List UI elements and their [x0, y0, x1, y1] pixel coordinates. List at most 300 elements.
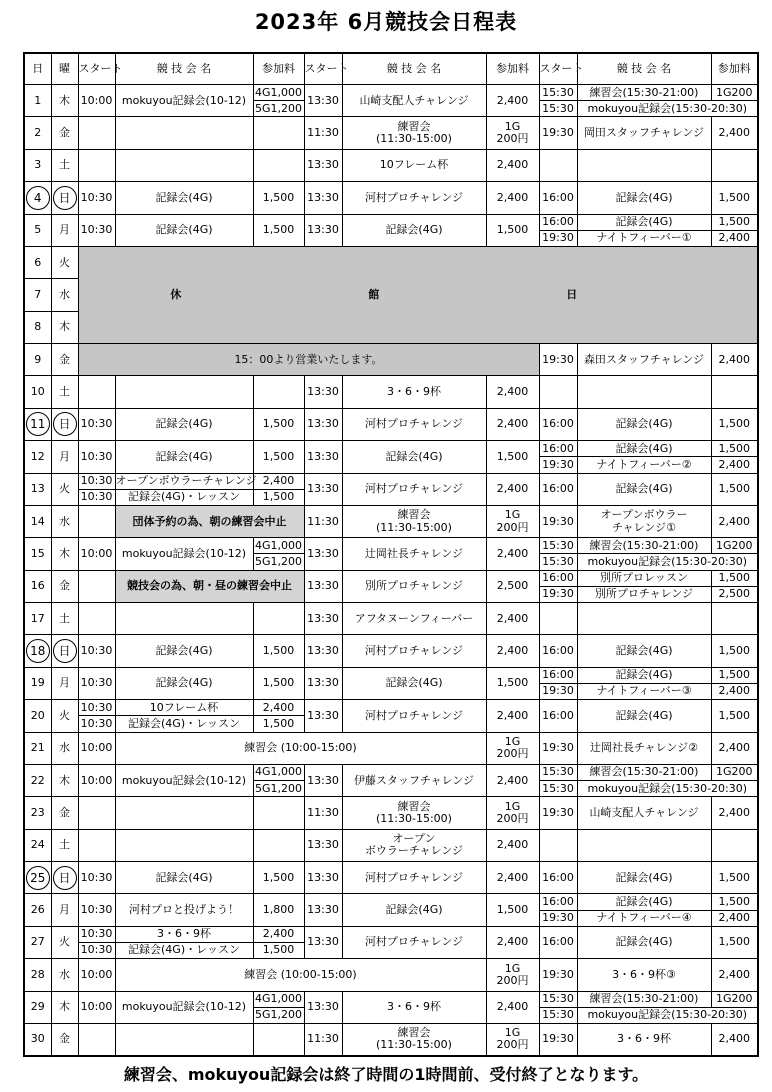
afternoon-start: 13:30 — [304, 182, 342, 214]
afternoon-fee: 2,400 — [486, 603, 539, 635]
morning-start: 10:00 — [78, 85, 115, 117]
table-row — [24, 538, 758, 554]
morning-fee: 4G1,000 — [253, 85, 304, 101]
afternoon-event-name: 3・6・9杯 — [342, 991, 486, 1023]
evening-fee: 2,400 — [711, 117, 758, 149]
evening-start: 15:30 — [539, 101, 577, 117]
evening-event-name: mokuyou記録会(15:30-20:30) — [577, 781, 758, 797]
evening-fee: 2,400 — [711, 230, 758, 246]
practice-fee: 1G 200円 — [486, 732, 539, 764]
afternoon-fee: 2,400 — [486, 926, 539, 958]
afternoon-start: 13:30 — [304, 603, 342, 635]
header-start: スタート — [304, 53, 342, 85]
morning-event-name: 記録会(4G)・レッスン — [115, 489, 253, 505]
morning-start: 10:30 — [78, 667, 115, 699]
morning-fee: 1,500 — [253, 489, 304, 505]
weekday-circle: 日 — [53, 186, 77, 210]
morning-fee: 4G1,000 — [253, 538, 304, 554]
morning-event-name: mokuyou記録会(10-12) — [115, 538, 253, 570]
morning-start — [78, 149, 115, 181]
afternoon-fee: 2,400 — [486, 85, 539, 117]
table-row — [24, 926, 758, 942]
evening-start: 16:00 — [539, 862, 577, 894]
page-title: 2023年 6月競技会日程表 — [254, 10, 518, 34]
morning-start — [78, 797, 115, 829]
day-number — [24, 182, 51, 214]
weekday — [51, 182, 78, 214]
evening-event-name: mokuyou記録会(15:30-20:30) — [577, 554, 758, 570]
evening-start: 16:00 — [539, 570, 577, 586]
evening-start: 19:30 — [539, 1023, 577, 1056]
morning-start: 10:30 — [78, 926, 115, 942]
evening-start: 16:00 — [539, 214, 577, 230]
afternoon-start: 11:30 — [304, 797, 342, 829]
table-row — [24, 732, 758, 748]
evening-fee: 1,500 — [711, 214, 758, 230]
table-row — [24, 376, 758, 392]
evening-event-name: 辻岡社長チャレンジ② — [577, 732, 711, 764]
table-row — [24, 1023, 758, 1039]
morning-fee: 5G1,200 — [253, 1007, 304, 1023]
day-circle: 25 — [26, 866, 50, 890]
table-row — [24, 214, 758, 230]
afternoon-start: 13:30 — [304, 376, 342, 408]
morning-fee: 1,500 — [253, 862, 304, 894]
afternoon-fee: 1,500 — [486, 667, 539, 699]
morning-event-name: 記録会(4G)・レッスン — [115, 716, 253, 732]
day-circle: 11 — [26, 412, 50, 436]
morning-event-name — [115, 376, 253, 408]
day-number: 20 — [24, 700, 51, 732]
morning-fee — [253, 829, 304, 861]
morning-start: 10:30 — [78, 473, 115, 489]
afternoon-event-name: 河村プロチャレンジ — [342, 926, 486, 958]
table-row — [24, 991, 758, 1007]
afternoon-start: 13:30 — [304, 570, 342, 602]
morning-fee: 1,500 — [253, 635, 304, 667]
table-row — [24, 603, 758, 619]
evening-start: 15:30 — [539, 538, 577, 554]
morning-start: 10:30 — [78, 182, 115, 214]
morning-start: 10:30 — [78, 635, 115, 667]
morning-event-name: 記録会(4G) — [115, 667, 253, 699]
notice-banner: 15：00より営業いたします。 — [78, 344, 539, 376]
afternoon-start: 13:30 — [304, 473, 342, 505]
afternoon-start: 13:30 — [304, 214, 342, 246]
morning-fee: 1,500 — [253, 182, 304, 214]
evening-fee: 2,400 — [711, 797, 758, 829]
header-fee: 参加料 — [253, 53, 304, 85]
day-number: 26 — [24, 894, 51, 926]
morning-event-name: 3・6・9杯 — [115, 926, 253, 942]
evening-fee: 1,500 — [711, 862, 758, 894]
closed-banner: 休 館 日 — [78, 246, 758, 343]
evening-start: 19:30 — [539, 230, 577, 246]
evening-start — [539, 829, 577, 861]
evening-event-name: 記録会(4G) — [577, 473, 711, 505]
evening-event-name: mokuyou記録会(15:30-20:30) — [577, 1007, 758, 1023]
evening-fee: 1G200 — [711, 85, 758, 101]
weekday: 金 — [51, 1023, 78, 1056]
afternoon-event-name: 3・6・9杯 — [342, 376, 486, 408]
afternoon-start: 13:30 — [304, 926, 342, 958]
afternoon-event-name: 記録会(4G) — [342, 894, 486, 926]
header-event-name: 競 技 会 名 — [577, 53, 711, 85]
evening-event-name: 3・6・9杯 — [577, 1023, 711, 1056]
evening-start: 16:00 — [539, 441, 577, 457]
morning-start — [78, 570, 115, 602]
day-number: 14 — [24, 505, 51, 537]
evening-event-name: 記録会(4G) — [577, 894, 711, 910]
table-row — [24, 246, 758, 262]
morning-event-name: 記録会(4G) — [115, 182, 253, 214]
morning-fee — [253, 376, 304, 408]
evening-event-name: 森田スタッフチャレンジ — [577, 344, 711, 376]
table-row — [24, 570, 758, 586]
evening-event-name — [577, 376, 711, 408]
morning-start — [78, 505, 115, 537]
evening-fee: 2,400 — [711, 344, 758, 376]
afternoon-event-name: オープン ボウラーチャレンジ — [342, 829, 486, 861]
afternoon-start: 13:30 — [304, 700, 342, 732]
table-row — [24, 149, 758, 165]
morning-start: 10:30 — [78, 214, 115, 246]
header-fee: 参加料 — [711, 53, 758, 85]
day-number: 27 — [24, 926, 51, 958]
afternoon-start: 13:30 — [304, 894, 342, 926]
header-day: 日 — [24, 53, 51, 85]
evening-fee: 2,400 — [711, 732, 758, 764]
morning-fee: 2,400 — [253, 473, 304, 489]
evening-start: 16:00 — [539, 635, 577, 667]
evening-event-name: 記録会(4G) — [577, 700, 711, 732]
afternoon-event-name: 練習会 (11:30-15:00) — [342, 117, 486, 149]
afternoon-fee: 2,400 — [486, 700, 539, 732]
header-row — [24, 53, 758, 85]
morning-start — [78, 1023, 115, 1056]
afternoon-start: 13:30 — [304, 441, 342, 473]
weekday: 土 — [51, 603, 78, 635]
afternoon-event-name: 山崎支配人チャレンジ — [342, 85, 486, 117]
table-row — [24, 894, 758, 910]
evening-fee: 1G200 — [711, 764, 758, 780]
table-row — [24, 473, 758, 489]
weekday: 水 — [51, 732, 78, 764]
weekday: 水 — [51, 279, 78, 311]
evening-event-name: 練習会(15:30-21:00) — [577, 538, 711, 554]
evening-event-name — [577, 829, 711, 861]
evening-event-name: 記録会(4G) — [577, 635, 711, 667]
afternoon-fee: 1G 200円 — [486, 505, 539, 537]
weekday: 木 — [51, 991, 78, 1023]
afternoon-start: 13:30 — [304, 85, 342, 117]
day-number: 30 — [24, 1023, 51, 1056]
evening-fee: 1,500 — [711, 667, 758, 683]
evening-start: 15:30 — [539, 781, 577, 797]
morning-fee: 5G1,200 — [253, 101, 304, 117]
evening-fee: 1G200 — [711, 538, 758, 554]
afternoon-fee: 2,400 — [486, 862, 539, 894]
morning-start — [78, 829, 115, 861]
afternoon-fee: 1G 200円 — [486, 797, 539, 829]
afternoon-start: 13:30 — [304, 635, 342, 667]
weekday-circle: 日 — [53, 866, 77, 890]
weekday: 火 — [51, 926, 78, 958]
morning-fee — [253, 1023, 304, 1056]
evening-fee — [711, 149, 758, 181]
afternoon-fee: 1G 200円 — [486, 1023, 539, 1056]
day-number: 13 — [24, 473, 51, 505]
evening-fee: 1,500 — [711, 441, 758, 457]
afternoon-start: 13:30 — [304, 829, 342, 861]
table-row — [24, 797, 758, 813]
practice-fee: 1G 200円 — [486, 959, 539, 991]
evening-event-name: オープンボウラー チャレンジ① — [577, 505, 711, 537]
morning-event-name: 記録会(4G) — [115, 862, 253, 894]
table-row — [24, 764, 758, 780]
morning-start: 10:30 — [78, 441, 115, 473]
morning-start: 10:00 — [78, 991, 115, 1023]
day-number: 22 — [24, 764, 51, 796]
weekday: 木 — [51, 538, 78, 570]
header-start: スタート — [539, 53, 577, 85]
afternoon-fee: 2,400 — [486, 149, 539, 181]
day-number: 28 — [24, 959, 51, 991]
evening-event-name: 3・6・9杯③ — [577, 959, 711, 991]
evening-event-name: mokuyou記録会(15:30-20:30) — [577, 101, 758, 117]
afternoon-event-name: 練習会 (11:30-15:00) — [342, 505, 486, 537]
morning-fee: 1,500 — [253, 441, 304, 473]
evening-start: 19:30 — [539, 732, 577, 764]
weekday: 土 — [51, 149, 78, 181]
afternoon-event-name: 河村プロチャレンジ — [342, 862, 486, 894]
morning-fee — [253, 117, 304, 149]
evening-fee: 2,400 — [711, 959, 758, 991]
evening-fee: 1,500 — [711, 926, 758, 958]
morning-event-name: mokuyou記録会(10-12) — [115, 764, 253, 796]
evening-event-name: 記録会(4G) — [577, 862, 711, 894]
weekday: 月 — [51, 441, 78, 473]
evening-fee — [711, 603, 758, 635]
morning-fee: 4G1,000 — [253, 764, 304, 780]
afternoon-start: 13:30 — [304, 667, 342, 699]
evening-fee — [711, 376, 758, 408]
afternoon-start: 11:30 — [304, 117, 342, 149]
evening-start: 16:00 — [539, 894, 577, 910]
evening-event-name — [577, 603, 711, 635]
day-number: 1 — [24, 85, 51, 117]
table-row — [24, 344, 758, 360]
weekday: 木 — [51, 311, 78, 343]
table-row — [24, 182, 758, 198]
morning-event-name — [115, 1023, 253, 1056]
afternoon-fee: 2,400 — [486, 538, 539, 570]
morning-fee: 5G1,200 — [253, 554, 304, 570]
afternoon-start: 13:30 — [304, 408, 342, 440]
afternoon-fee: 2,400 — [486, 635, 539, 667]
evening-start: 15:30 — [539, 764, 577, 780]
table-row — [24, 85, 758, 101]
evening-start: 19:30 — [539, 505, 577, 537]
evening-fee: 2,400 — [711, 1023, 758, 1056]
afternoon-fee: 2,400 — [486, 408, 539, 440]
afternoon-event-name: 記録会(4G) — [342, 667, 486, 699]
header-event-name: 競 技 会 名 — [115, 53, 253, 85]
evening-start: 15:30 — [539, 1007, 577, 1023]
evening-fee: 1G200 — [711, 991, 758, 1007]
afternoon-start: 11:30 — [304, 1023, 342, 1056]
evening-event-name: 練習会(15:30-21:00) — [577, 764, 711, 780]
morning-fee: 1,800 — [253, 894, 304, 926]
header-weekday: 曜 — [51, 53, 78, 85]
evening-start: 19:30 — [539, 959, 577, 991]
morning-fee — [253, 149, 304, 181]
afternoon-event-name: 伊藤スタッフチャレンジ — [342, 764, 486, 796]
afternoon-event-name: 10フレーム杯 — [342, 149, 486, 181]
table-row — [24, 505, 758, 521]
day-number: 9 — [24, 344, 51, 376]
morning-event-name: 記録会(4G) — [115, 635, 253, 667]
morning-event-name — [115, 117, 253, 149]
evening-start: 16:00 — [539, 926, 577, 958]
afternoon-fee: 2,400 — [486, 376, 539, 408]
table-row — [24, 700, 758, 716]
cancel-notice: 団体予約の為、朝の練習会中止 — [115, 505, 304, 537]
morning-start: 10:00 — [78, 538, 115, 570]
morning-event-name — [115, 149, 253, 181]
weekday-circle: 日 — [53, 639, 77, 663]
evening-start — [539, 376, 577, 408]
evening-event-name: ナイトフィーバー① — [577, 230, 711, 246]
morning-fee: 5G1,200 — [253, 781, 304, 797]
evening-start: 19:30 — [539, 683, 577, 699]
afternoon-fee: 2,500 — [486, 570, 539, 602]
evening-event-name: 練習会(15:30-21:00) — [577, 991, 711, 1007]
evening-event-name: 記録会(4G) — [577, 408, 711, 440]
day-number: 24 — [24, 829, 51, 861]
weekday: 金 — [51, 344, 78, 376]
weekday: 木 — [51, 85, 78, 117]
afternoon-event-name: 練習会 (11:30-15:00) — [342, 797, 486, 829]
day-number: 5 — [24, 214, 51, 246]
day-number: 8 — [24, 311, 51, 343]
morning-fee: 1,500 — [253, 667, 304, 699]
afternoon-event-name: 記録会(4G) — [342, 214, 486, 246]
morning-fee — [253, 797, 304, 829]
day-number: 16 — [24, 570, 51, 602]
afternoon-start: 13:30 — [304, 764, 342, 796]
evening-event-name: ナイトフィーバー③ — [577, 683, 711, 699]
day-number: 3 — [24, 149, 51, 181]
afternoon-event-name: 河村プロチャレンジ — [342, 635, 486, 667]
weekday: 金 — [51, 117, 78, 149]
weekday: 金 — [51, 570, 78, 602]
morning-event-name — [115, 829, 253, 861]
table-row — [24, 635, 758, 651]
evening-start: 19:30 — [539, 797, 577, 829]
day-number: 2 — [24, 117, 51, 149]
evening-start: 19:30 — [539, 457, 577, 473]
table-row — [24, 862, 758, 878]
morning-start: 10:30 — [78, 862, 115, 894]
afternoon-start: 13:30 — [304, 991, 342, 1023]
day-circle: 4 — [26, 186, 50, 210]
evening-event-name: 別所プロチャレンジ — [577, 586, 711, 602]
morning-start — [78, 117, 115, 149]
afternoon-event-name: 河村プロチャレンジ — [342, 408, 486, 440]
evening-start: 15:30 — [539, 85, 577, 101]
weekday: 土 — [51, 376, 78, 408]
weekday: 水 — [51, 505, 78, 537]
morning-fee — [253, 603, 304, 635]
afternoon-event-name: 辻岡社長チャレンジ — [342, 538, 486, 570]
evening-event-name: 練習会(15:30-21:00) — [577, 85, 711, 101]
evening-start: 16:00 — [539, 408, 577, 440]
evening-event-name: 記録会(4G) — [577, 182, 711, 214]
morning-start: 10:30 — [78, 894, 115, 926]
afternoon-fee: 2,400 — [486, 473, 539, 505]
morning-start: 10:30 — [78, 700, 115, 716]
day-circle: 18 — [26, 639, 50, 663]
evening-start — [539, 149, 577, 181]
evening-start: 16:00 — [539, 700, 577, 732]
morning-start: 10:00 — [78, 732, 115, 764]
day-number — [24, 635, 51, 667]
evening-start: 19:30 — [539, 344, 577, 376]
cancel-notice: 競技会の為、朝・昼の練習会中止 — [115, 570, 304, 602]
weekday — [51, 862, 78, 894]
morning-event-name: mokuyou記録会(10-12) — [115, 991, 253, 1023]
evening-fee: 1,500 — [711, 408, 758, 440]
morning-start: 10:00 — [78, 959, 115, 991]
morning-start — [78, 376, 115, 408]
afternoon-event-name: アフタヌーンフィーバー — [342, 603, 486, 635]
afternoon-start: 11:30 — [304, 505, 342, 537]
day-number — [24, 408, 51, 440]
schedule-table — [23, 52, 759, 1057]
evening-fee: 1,500 — [711, 635, 758, 667]
evening-event-name: 記録会(4G) — [577, 926, 711, 958]
evening-event-name: 記録会(4G) — [577, 667, 711, 683]
afternoon-event-name: 練習会 (11:30-15:00) — [342, 1023, 486, 1056]
weekday: 水 — [51, 959, 78, 991]
table-row — [24, 959, 758, 975]
afternoon-event-name: 河村プロチャレンジ — [342, 700, 486, 732]
header-fee: 参加料 — [486, 53, 539, 85]
day-number: 10 — [24, 376, 51, 408]
morning-event-name — [115, 797, 253, 829]
table-row — [24, 667, 758, 683]
table-row — [24, 408, 758, 424]
evening-fee: 1,500 — [711, 182, 758, 214]
afternoon-event-name: 河村プロチャレンジ — [342, 473, 486, 505]
morning-event-name — [115, 603, 253, 635]
afternoon-fee: 2,400 — [486, 829, 539, 861]
morning-start: 10:30 — [78, 716, 115, 732]
day-number: 7 — [24, 279, 51, 311]
day-number: 21 — [24, 732, 51, 764]
weekday: 月 — [51, 214, 78, 246]
weekday: 火 — [51, 700, 78, 732]
morning-fee: 4G1,000 — [253, 991, 304, 1007]
evening-fee: 2,400 — [711, 505, 758, 537]
morning-event-name: オープンボウラーチャレンジ — [115, 473, 253, 489]
afternoon-event-name: 記録会(4G) — [342, 441, 486, 473]
evening-fee: 2,400 — [711, 910, 758, 926]
morning-event-name: 記録会(4G) — [115, 214, 253, 246]
evening-fee: 2,400 — [711, 457, 758, 473]
evening-event-name: 岡田スタッフチャレンジ — [577, 117, 711, 149]
